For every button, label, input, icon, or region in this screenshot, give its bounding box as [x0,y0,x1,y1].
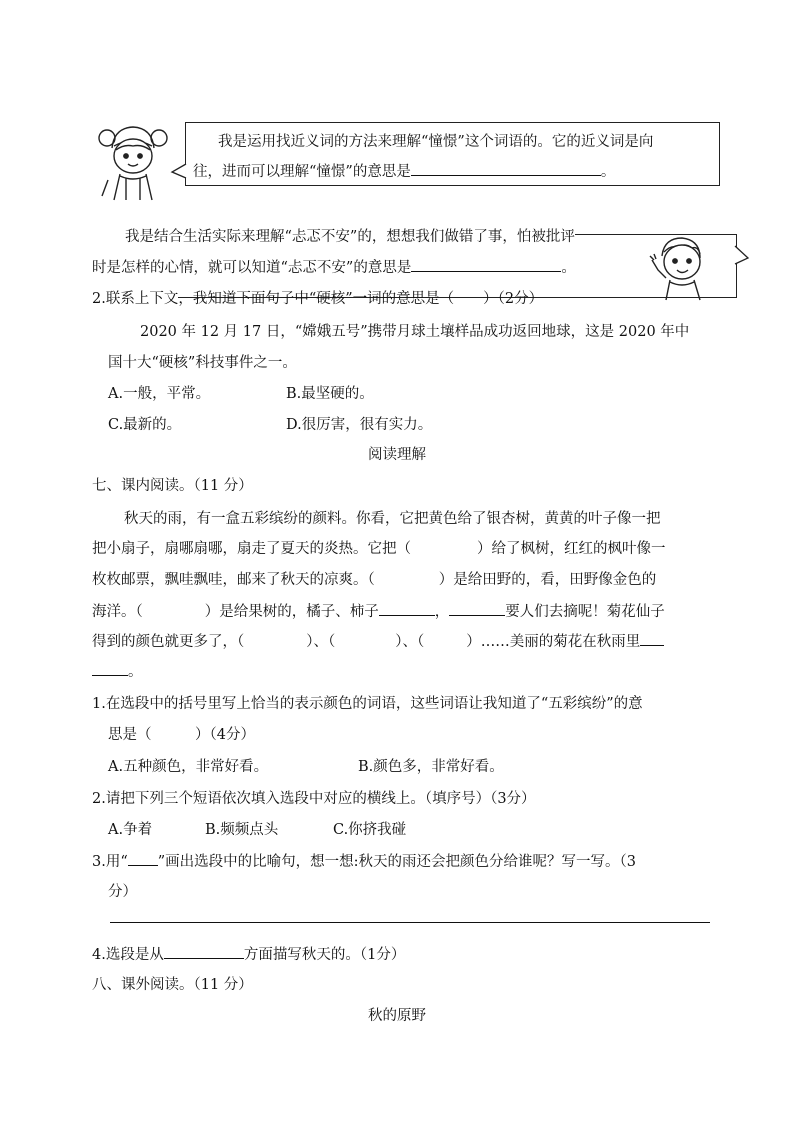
part7-q1-option-b[interactable]: B.颜色多，非常好看。 [358,759,504,775]
answer-line[interactable] [110,922,710,923]
passage-text: 枚枚邮票，飘哇飘哇，邮来了秋天的凉爽。（ [92,572,375,588]
q3-text: 3.用“ [92,854,128,870]
q3-text: ”画出选段中的比喻句，想一想:秋天的雨还会把颜色分给谁呢？写一写。（3 [157,854,637,870]
bubble2-line2-end: 。 [561,260,576,276]
passage-line5 [92,630,664,651]
section-title: 阅读理解 [368,447,426,463]
part7-q1-option-a[interactable]: A.五种颜色，非常好看。 [108,759,269,775]
passage-text: 海洋。（ [92,604,143,620]
part8-title: 秋的原野 [368,1008,426,1024]
bubble2-line2-text: 时是怎样的心情，就可以知道“忐忑不安”的意思是 [92,260,412,276]
girl-illustration [96,118,170,202]
q4-text: 方面描写秋天的。（1分） [243,947,406,963]
answer-blank[interactable] [449,615,505,616]
passage-text: ）……美丽的菊花在秋雨里 [466,634,641,650]
bubble2-line1: 我是结合生活实际来理解“忐忑不安”的，想想我们做错了事，怕被批评 [125,225,575,246]
q2-stem: 2.联系上下文，我知道下面句子中“硬核”一词的意思是（ ）（2分） [92,291,544,307]
passage-text: ）、（ [306,634,336,650]
bubble-pointer-left [170,162,188,182]
part8-heading: 八、课外阅读。（11 分） [92,977,253,993]
passage-text: ）、（ [395,634,425,650]
bubble1-line1: 我是运用找近义词的方法来理解“憧憬”这个词语的。它的近义词是向 [218,134,654,150]
answer-blank[interactable] [379,615,435,616]
passage-line6 [92,660,143,681]
answer-blank[interactable] [164,958,244,959]
passage-line1: 秋天的雨，有一盒五彩缤纷的颜料。你看，它把黄色给了银杏树，黄黄的叶子像一把 [124,511,661,527]
answer-blank[interactable] [411,271,561,272]
part7-q3-line2: 分） [108,884,137,900]
passage-text: 把小扇子，扇哪扇哪，扇走了夏天的炎热。它把（ [92,541,411,557]
passage-text: ， [434,604,450,620]
answer-blank[interactable] [411,175,601,176]
passage-line4 [92,600,665,621]
underline-sample [128,865,158,866]
answer-blank[interactable] [640,645,664,646]
passage-text: 。 [128,664,143,680]
answer-blank[interactable] [92,675,128,676]
part7-q2-option-b[interactable]: B.频频点头 [205,822,279,838]
passage-text: ）是给果树的，橘子、柿子 [204,604,379,620]
part7-q2: 2.请把下列三个短语依次填入选段中对应的横线上。（填序号）（3分） [92,791,536,807]
part7-heading: 七、课内阅读。（11 分） [92,478,253,494]
passage-text: 要人们去摘呢！菊花仙子 [505,604,665,620]
bubble1-line2-end: 。 [600,164,616,180]
passage-line3 [92,568,656,589]
passage-text: ）给了枫树，红红的枫叶像一 [477,541,666,557]
part7-q2-option-c[interactable]: C.你挤我碰 [333,822,407,838]
part7-q4 [92,943,405,964]
q2-option-c[interactable]: C.最新的。 [108,417,182,433]
passage-text: ）是给田野的，看，田野像金色的 [438,572,657,588]
q2-option-a[interactable]: A.一般，平常。 [108,386,211,402]
q4-text: 4.选段是从 [92,947,164,963]
bubble-pointer-right [734,244,750,266]
passage-text: 得到的颜色就更多了，（ [92,634,245,650]
boy-illustration [648,234,712,302]
q2-option-d[interactable]: D.很厉害，很有实力。 [286,417,433,433]
bubble1-line2-text: 往，进而可以理解“憧憬”的意思是 [193,164,411,180]
q2-option-b[interactable]: B.最坚硬的。 [286,386,374,402]
passage-line2 [92,537,666,558]
part7-q1-line1: 1.在选段中的括号里写上恰当的表示颜色的词语，这些词语让我知道了“五彩缤纷”的意 [92,696,643,712]
bubble2-line2 [92,256,576,277]
bubble1-line2 [193,160,615,181]
part7-q1-line2: 思是（ ）（4分） [108,727,255,743]
part7-q3-line1 [92,850,636,871]
q2-sentence-line1: 2020 年 12 月 17 日，“嫦娥五号”携带月球土壤样品成功返回地球，这是 2020 年中 [140,324,690,340]
part7-q2-option-a[interactable]: A.争着 [108,822,153,838]
q2-sentence-line2: 国十大“硬核”科技事件之一。 [108,355,297,371]
